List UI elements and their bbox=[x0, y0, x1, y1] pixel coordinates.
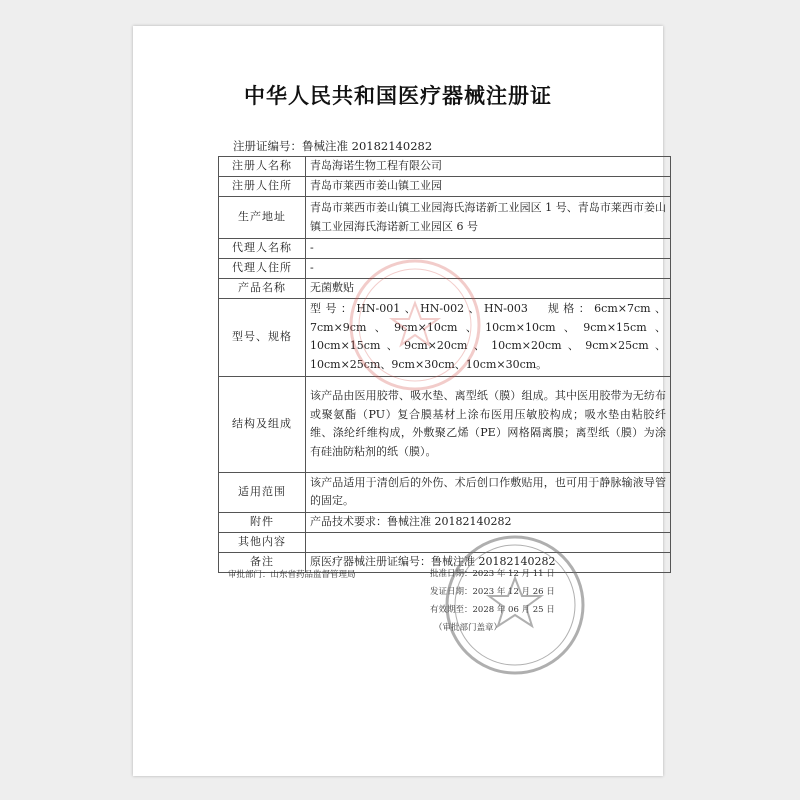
row-value: 原医疗器械注册证编号：鲁械注准 20182140282 bbox=[306, 552, 671, 572]
row-label: 产品名称 bbox=[219, 279, 306, 299]
row-label: 代理人名称 bbox=[219, 239, 306, 259]
row-value: 青岛市莱西市姜山镇工业园海氏海诺新工业园区 1 号、青岛市莱西市姜山镇工业园海氏海诺新工业园区 6 号 bbox=[306, 197, 671, 239]
table-row bbox=[219, 157, 671, 177]
registration-number bbox=[233, 138, 432, 154]
document-title: 中华人民共和国医疗器械注册证 bbox=[244, 83, 552, 108]
row-value: 产品技术要求：鲁械注准 20182140282 bbox=[306, 512, 671, 532]
stamp-note: （审批部门盖章） bbox=[434, 623, 503, 633]
table-row bbox=[219, 532, 671, 552]
table-row bbox=[219, 472, 671, 512]
issue-date: 发证日期：2023 年 12 月 26 日 bbox=[430, 587, 555, 597]
registration-number-value: 鲁械注准 20182140282 bbox=[302, 139, 433, 153]
approval-department: 审批部门：山东省药品监督管理局 bbox=[228, 570, 356, 580]
row-value: 青岛海诺生物工程有限公司 bbox=[306, 157, 671, 177]
row-value: - bbox=[306, 259, 671, 279]
row-label: 结构及组成 bbox=[219, 376, 306, 472]
row-value: 该产品适用于清创后的外伤、术后创口作敷贴用，也可用于静脉输液导管的固定。 bbox=[306, 472, 671, 512]
row-label: 型号、规格 bbox=[219, 298, 306, 376]
row-label: 备注 bbox=[219, 552, 306, 572]
certificate-table bbox=[218, 156, 671, 573]
row-label: 适用范围 bbox=[219, 472, 306, 512]
row-label: 生产地址 bbox=[219, 197, 306, 239]
row-label: 注册人名称 bbox=[219, 157, 306, 177]
table-row bbox=[219, 376, 671, 472]
row-value: 该产品由医用胶带、吸水垫、离型纸（膜）组成。其中医用胶带为无纺布或聚氨酯（PU）复合膜基材上涂布医用压敏胶构成；吸水垫由粘胶纤维、涤纶纤维构成，外敷聚乙烯（PE）网格隔离膜；离型纸（膜）为涂有硅油防粘剂的纸（膜）。 bbox=[306, 376, 671, 472]
row-label: 代理人住所 bbox=[219, 259, 306, 279]
row-value: 无菌敷贴 bbox=[306, 279, 671, 299]
table-row bbox=[219, 239, 671, 259]
row-label: 附件 bbox=[219, 512, 306, 532]
row-value: - bbox=[306, 239, 671, 259]
table-row bbox=[219, 279, 671, 299]
row-value: 青岛市莱西市姜山镇工业园 bbox=[306, 177, 671, 197]
row-label: 注册人住所 bbox=[219, 177, 306, 197]
row-value bbox=[306, 532, 671, 552]
row-label: 其他内容 bbox=[219, 532, 306, 552]
registration-number-label: 注册证编号： bbox=[233, 139, 302, 153]
approval-date: 批准日期：2023 年 12 月 11 日 bbox=[430, 569, 555, 579]
table-row bbox=[219, 259, 671, 279]
table-row bbox=[219, 177, 671, 197]
valid-until-date: 有效期至：2028 年 06 月 25 日 bbox=[430, 605, 555, 615]
table-row bbox=[219, 197, 671, 239]
row-value: 型号：HN-001、HN-002、HN-003 规格：6cm×7cm、7cm×9cm、9cm×10cm、10cm×10cm、9cm×15cm、10cm×15cm、9cm×20cm、10cm×20cm、9cm×25cm、10cm×25cm、9cm×30cm、10cm×30cm。 bbox=[306, 298, 671, 376]
table-row bbox=[219, 298, 671, 376]
table-row bbox=[219, 512, 671, 532]
